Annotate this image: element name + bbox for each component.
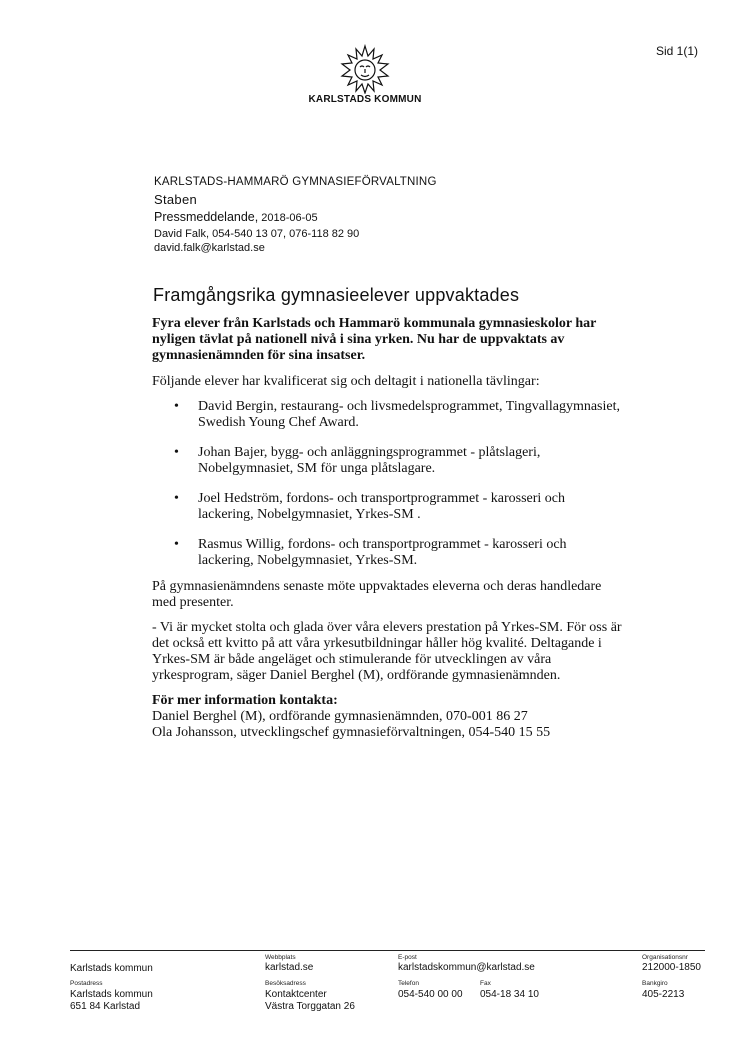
student-list (152, 399, 622, 569)
press-release-line (154, 209, 574, 227)
list-item (152, 399, 622, 431)
contact-line: Ola Johansson, utvecklingschef gymnasieförvaltningen, 054-540 15 55 (152, 725, 551, 740)
press-release-label: Pressmeddelande, (154, 210, 259, 224)
footer-name: Karlstads kommun (70, 963, 153, 974)
footer-phone-label: Telefon (398, 980, 419, 987)
header-block (154, 174, 574, 255)
footer-postal-line1: Karlstads kommun (70, 989, 153, 1000)
contact-line: Daniel Berghel (M), ordförande gymnasienämnden, 070-001 86 27 (152, 709, 528, 724)
lead-paragraph: Fyra elever från Karlstads och Hammarö kommunala gymnasieskolor har nyligen tävlat på nationell nivå i sina yrken. Nu har de uppvaktats av gymnasienämnden för sina insatser. (152, 316, 597, 363)
footer-visit-line1: Kontaktcenter (265, 989, 327, 1000)
footer-fax-label: Fax (480, 980, 491, 987)
department-name: KARLSTADS-HAMMARÖ GYMNASIEFÖRVALTNING (154, 176, 437, 188)
bullet-icon: • (174, 399, 179, 414)
meeting-paragraph: På gymnasienämndens senaste möte uppvaktades eleverna och deras handledare med presenter. (152, 579, 602, 610)
intro-paragraph: Följande elever har kvalificerat sig och deltagit i nationella tävlingar: (152, 374, 540, 389)
bullet-icon: • (174, 445, 179, 460)
footer-org-label: Organisationsnr (642, 954, 688, 961)
footer-fax: 054-18 34 10 (480, 989, 539, 1000)
footer-web-label: Webbplats (265, 954, 296, 961)
list-item-text: David Bergin, restaurang- och livsmedelsprogrammet, Tingvallagymnasiet, Swedish Young Chef Award. (198, 399, 620, 430)
bullet-icon: • (174, 491, 179, 506)
list-item (152, 445, 622, 477)
footer-postal-line2: 651 84 Karlstad (70, 1001, 141, 1012)
footer-org-number: 212000-1850 (642, 962, 701, 973)
list-item-text: Joel Hedström, fordons- och transportprogrammet - karosseri och lackering, Nobelgymnasiet, Yrkes-SM . (198, 491, 566, 522)
quote-paragraph: - Vi är mycket stolta och glada över våra elevers prestation på Yrkes-SM. För oss är det också ett kvitto på att våra yrkesutbildningar håller hög kvalité. Deltagande i Yrkes-SM är både angeläget och stimulerande för utvecklingen av våra yrkesprogram, säger Daniel Berghel (M), ordförande gymnasienämnden. (152, 620, 622, 683)
footer-visit-label: Besöksadress (265, 980, 306, 987)
contact-phone: David Falk, 054-540 13 07, 076-118 82 90 (154, 228, 360, 240)
footer-bank-label: Bankgiro (642, 980, 668, 987)
bullet-icon: • (174, 537, 179, 552)
headline: Framgångsrika gymnasieelever uppvaktades (153, 285, 520, 305)
list-item (152, 491, 622, 523)
footer-divider (70, 950, 705, 951)
footer-email-link[interactable]: karlstadskommun@karlstad.se (398, 962, 535, 973)
article-body (152, 316, 622, 741)
footer-visit-line2: Västra Torggatan 26 (265, 1001, 355, 1012)
sun-face-icon (340, 44, 390, 94)
footer-email-label: E-post (398, 954, 417, 961)
footer-postal-label: Postadress (70, 980, 103, 987)
list-item-text: Rasmus Willig, fordons- och transportprogrammet - karosseri och lackering, Nobelgymnasiet, Yrkes-SM. (198, 537, 567, 568)
list-item (152, 537, 622, 569)
footer-web-link[interactable]: karlstad.se (265, 962, 314, 973)
footer-phone: 054-540 00 00 (398, 989, 463, 1000)
logo-text: KARLSTADS KOMMUN (308, 94, 422, 105)
footer-bank: 405-2213 (642, 989, 685, 1000)
contact-email: david.falk@karlstad.se (154, 242, 265, 254)
contact-heading: För mer information kontakta: (152, 693, 338, 708)
unit-name: Staben (154, 192, 198, 207)
list-item-text: Johan Bajer, bygg- och anläggningsprogrammet - plåtslageri, Nobelgymnasiet, SM för unga plåtslagare. (198, 445, 541, 476)
press-release-date: 2018-06-05 (261, 212, 318, 224)
page-number: Sid 1(1) (656, 44, 699, 58)
